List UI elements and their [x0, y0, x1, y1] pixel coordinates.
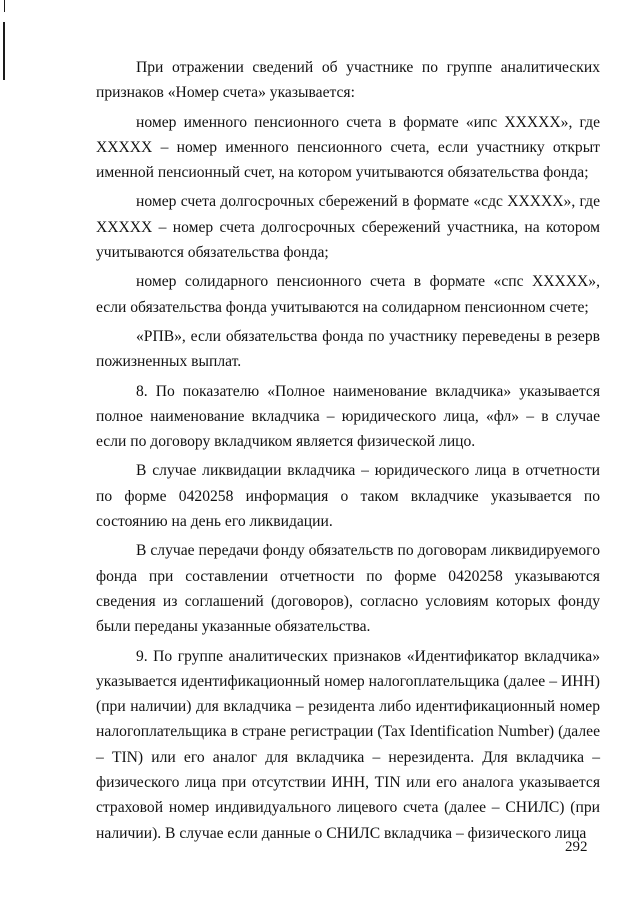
paragraph-item-8: 8. По показателю «Полное наименование вкладчика» указывается полное наименование вкладчика – юридического лица, «фл» – в случае если по договору вкладчиком является физической лицо.	[96, 382, 600, 451]
paragraph-transfer: В случае передачи фонду обязательств по договорам ликвидируемого фонда при составлении отчетности по форме 0420258 указываются сведения из соглашений (договоров), согласно условиям которых фонду были переданы указанные обязательства.	[96, 542, 600, 636]
scan-edge-mark-top	[4, 0, 5, 12]
paragraph-sds-format: номер счета долгосрочных сбережений в формате «сдс XXXXX», где XXXXX – номер счета долгосрочных сбережений участника, на котором учитываются обязательства фонда;	[96, 193, 600, 262]
paragraph-rpv: «РПВ», если обязательства фонда по участнику переведены в резерв пожизненных выплат.	[96, 327, 600, 371]
paragraph-sps-format: номер солидарного пенсионного счета в формате «спс XXXXX», если обязательства фонда учитываются на солидарном пенсионном счете;	[96, 273, 600, 316]
page-number: 292	[565, 839, 588, 855]
document-body	[96, 55, 600, 846]
scan-edge-mark	[3, 22, 5, 80]
paragraph-item-9: 9. По группе аналитических признаков «Идентификатор вкладчика» указывается идентификационный номер налогоплательщика (далее – ИНН) (при наличии) для вкладчика – резидента либо идентификационный номер налогоплательщика в стране регистрации (Tax Identification Number) (далее – TIN) или его аналог для вкладчика – нерезидента. Для вкладчика – физического лица при отсутствии ИНН, TIN или его аналога указывается страховой номер индивидуального лицевого счета (далее – СНИЛС) (при наличии). В случае если данные о СНИЛС вкладчика – физического лица	[96, 647, 600, 842]
paragraph-ips-format: номер именного пенсионного счета в формате «ипс XXXXX», где XXXXX – номер именного пенсионного счета, если участнику открыт именной пенсионный счет, на котором учитываются обязательства фонда;	[96, 113, 600, 182]
paragraph-account-number-intro: При отражении сведений об участнике по группе аналитических признаков «Номер счета» указывается:	[96, 59, 600, 102]
paragraph-liquidation: В случае ликвидации вкладчика – юридического лица в отчетности по форме 0420258 информация о таком вкладчике указывается по состоянию на день его ликвидации.	[96, 462, 600, 531]
